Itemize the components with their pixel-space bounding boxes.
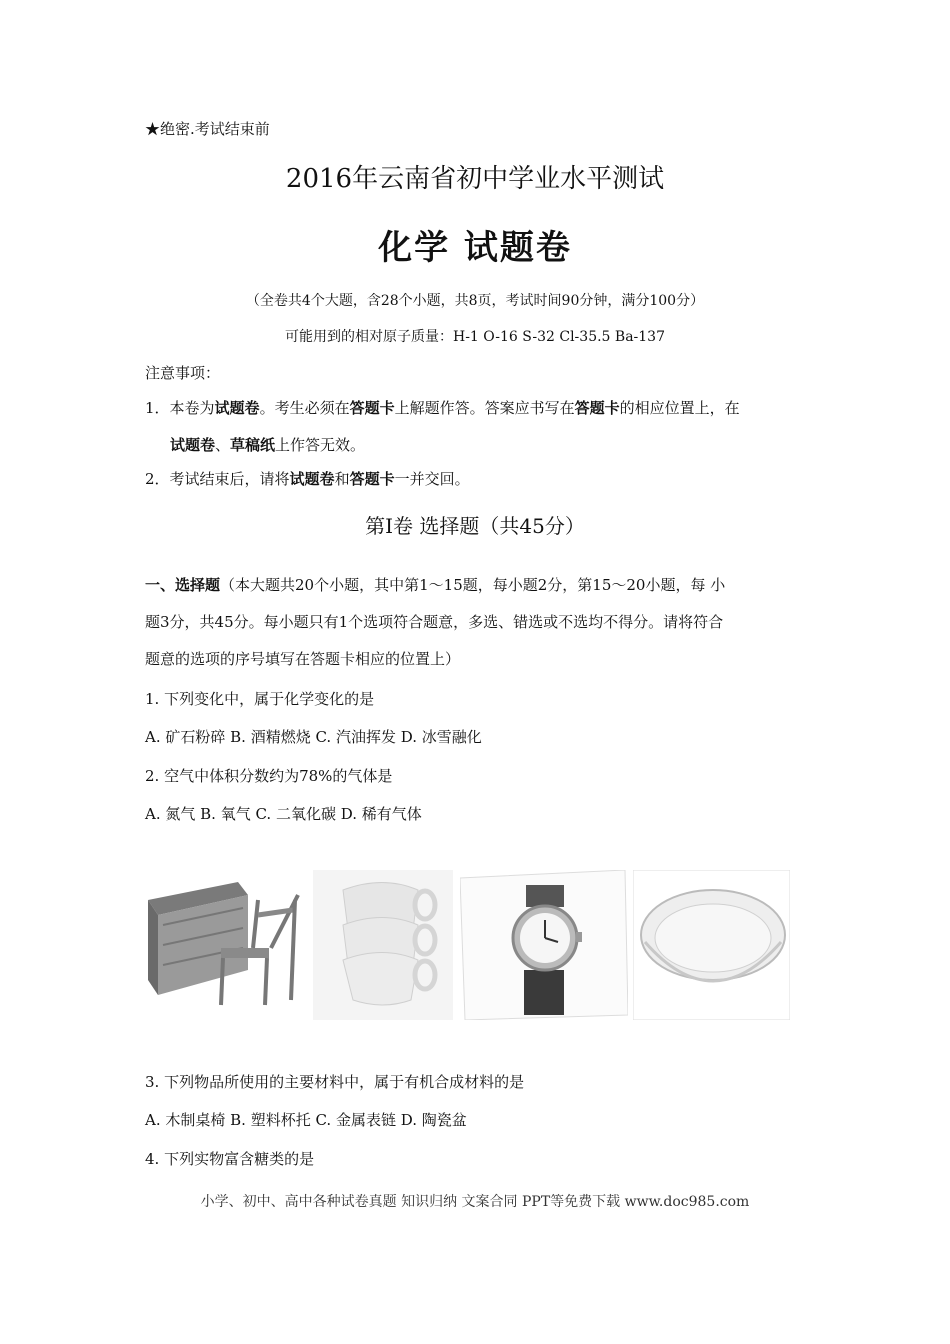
notice-item-2: 2．考试结束后，请将试题卷和答题卡一并交回。 <box>145 470 470 488</box>
secret-label: ★绝密.考试结束前 <box>145 120 270 138</box>
notice-item-1-cont: 试题卷、草稿纸上作答无效。 <box>170 436 366 454</box>
plastic-cup-holder-image <box>313 870 453 1020</box>
question-1-options: A. 矿石粉碎 B. 酒精燃烧 C. 汽油挥发 D. 冰雪融化 <box>145 728 482 746</box>
ceramic-basin-image <box>633 870 790 1020</box>
exam-title: 2016年云南省初中学业水平测试 <box>285 164 665 194</box>
question-2-options: A. 氮气 B. 氧气 C. 二氧化碳 D. 稀有气体 <box>145 805 422 823</box>
choice-heading-line3: 题意的选项的序号填写在答题卡相应的位置上） <box>145 650 461 668</box>
choice-heading-line1: 一、选择题（本大题共20个小题，其中第1～15题，每小题2分，第15～20小题，每 小 <box>145 576 726 594</box>
exam-info: （全卷共4个大题，含28个小题，共8页，考试时间90分钟，满分100分） <box>245 293 705 309</box>
notice-heading: 注意事项： <box>145 364 221 382</box>
choice-heading-line2: 题3分，共45分。每小题只有1个选项符合题意，多选、错选或不选均不得分。请将符合 <box>145 613 724 631</box>
exam-subtitle: 化学 试题卷 <box>378 228 572 268</box>
wooden-table-chair-image <box>143 870 308 1020</box>
question-3-options: A. 木制桌椅 B. 塑料杯托 C. 金属表链 D. 陶瓷盆 <box>145 1111 467 1129</box>
question-3-stem: 3. 下列物品所使用的主要材料中，属于有机合成材料的是 <box>145 1073 525 1091</box>
footer-ad: 小学、初中、高中各种试卷真题 知识归纳 文案合同 PPT等免费下载 www.doc985.com <box>200 1194 750 1210</box>
atomic-masses: 可能用到的相对原子质量：H-1 O-16 S-32 Cl-35.5 Ba-137 <box>284 329 665 345</box>
question-2-stem: 2. 空气中体积分数约为78%的气体是 <box>145 767 393 785</box>
section-title: 第Ⅰ卷 选择题（共45分） <box>365 514 585 538</box>
question-1-stem: 1. 下列变化中，属于化学变化的是 <box>145 690 375 708</box>
metal-watch-image <box>460 870 628 1020</box>
notice-item-1: 1．本卷为试题卷。考生必须在答题卡上解题作答。答案应书写在答题卡的相应位置上，在 <box>145 399 740 417</box>
question-4-stem: 4. 下列实物富含糖类的是 <box>145 1150 315 1168</box>
